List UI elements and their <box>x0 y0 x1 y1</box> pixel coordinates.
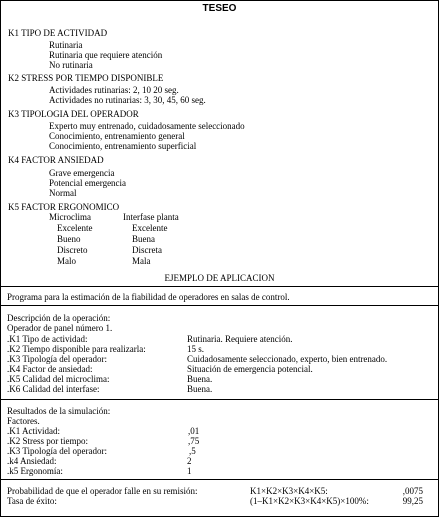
divider <box>1 399 438 400</box>
success-rate-value: 99,25 <box>402 496 423 506</box>
description-row-label: .K6 Calidad del interfase: <box>7 384 100 394</box>
description-row-value: Situación de emergencia potencial. <box>187 364 313 374</box>
description-row-value: 15 s. <box>187 344 205 354</box>
description-operator: Operador de panel número 1. <box>7 323 113 333</box>
k4-item: Normal <box>49 188 77 198</box>
description-row-label: .K4 Factor de ansiedad: <box>7 364 93 374</box>
probability-label: Probabilidad de que el operador falle en su remisión: <box>7 486 198 496</box>
results-factors-label: Factores. <box>7 416 40 426</box>
section-k4-heading: K4 FACTOR ANSIEDAD <box>8 155 104 165</box>
probability-value: ,0075 <box>402 486 423 496</box>
success-rate-label: Tasa de éxito: <box>7 496 57 506</box>
description-row-label: .K2 Tiempo disponible para realizarla: <box>7 344 146 354</box>
k5-col1-item: Bueno <box>57 234 81 244</box>
program-text: Programa para la estimación de la fiabilidad de operadores en salas de control. <box>7 292 290 302</box>
results-row-value: ,75 <box>188 436 200 446</box>
k5-col1-item: Malo <box>57 256 76 266</box>
k5-col1-item: Discreto <box>57 245 88 255</box>
k4-item: Potencial emergencia <box>49 178 127 188</box>
k3-item: Conocimiento, entrenamiento general <box>49 131 185 141</box>
section-k2-heading: K2 STRESS POR TIEMPO DISPONIBLE <box>8 73 164 83</box>
description-row-label: .K5 Calidad del microclima: <box>7 374 110 384</box>
k4-item: Grave emergencia <box>49 168 115 178</box>
k5-col2-item: Mala <box>132 256 151 266</box>
divider <box>1 286 438 287</box>
description-row-value: Rutinaria. Requiere atención. <box>187 334 293 344</box>
k3-item: Conocimiento, entrenamiento superficial <box>49 141 197 151</box>
k1-item: Rutinaria <box>49 40 83 50</box>
k1-item: No rutinaria <box>49 60 93 70</box>
description-row-label: .K1 Tipo de actividad: <box>7 334 88 344</box>
success-rate-formula: (1–K1×K2×K3×K4×K5)×100%: <box>250 496 369 506</box>
k1-item: Rutinaria que requiere atención <box>49 50 163 60</box>
results-row-label: .K1 Actividad: <box>7 426 60 436</box>
section-k1-heading: K1 TIPO DE ACTIVIDAD <box>8 28 108 38</box>
k5-col1-header: Microclima <box>49 212 91 222</box>
results-row-value: 1 <box>187 466 192 476</box>
description-row-value: Cuidadosamente seleccionado, experto, bien entrenado. <box>187 354 388 364</box>
k5-col1-item: Excelente <box>57 223 93 233</box>
k5-col2-item: Buena <box>132 234 155 244</box>
k5-col2-item: Excelente <box>132 223 168 233</box>
description-row-value: Buena. <box>187 384 213 394</box>
section-k3-heading: K3 TIPOLOGIA DEL OPERADOR <box>8 109 139 119</box>
example-title: EJEMPLO DE APLICACION <box>164 273 275 283</box>
results-row-label: .k4 Ansiedad: <box>7 456 57 466</box>
description-row-label: .K3 Tipología del operador: <box>7 354 107 364</box>
k2-item: Actividades no rutinarias: 3, 30, 45, 60 seg. <box>49 95 206 105</box>
document-title: TESEO <box>202 3 237 14</box>
divider <box>1 305 438 306</box>
results-row-value: 2 <box>187 456 192 466</box>
k3-item: Experto muy entrenado, cuidadosamente seleccionado <box>49 121 245 131</box>
k5-col2-header: Interfase planta <box>123 212 179 222</box>
divider <box>1 479 438 480</box>
description-row-value: Buena. <box>187 374 213 384</box>
results-heading: Resultados de la simulación: <box>7 406 111 416</box>
results-row-value: ,5 <box>189 446 196 456</box>
results-row-label: .K3 Tipología del operador: <box>7 446 107 456</box>
results-row-value: ,01 <box>188 426 200 436</box>
k5-col2-item: Discreta <box>132 245 162 255</box>
description-heading: Descripción de la operación: <box>7 313 111 323</box>
probability-formula: K1×K2×K3×K4×K5: <box>250 486 328 496</box>
results-row-label: .K2 Stress por tiempo: <box>7 436 88 446</box>
k2-item: Actividades rutinarias: 2, 10 20 seg. <box>49 85 179 95</box>
results-row-label: .k5 Ergonomía: <box>7 466 63 476</box>
section-k5-heading: K5 FACTOR ERGONOMICO <box>8 202 120 212</box>
